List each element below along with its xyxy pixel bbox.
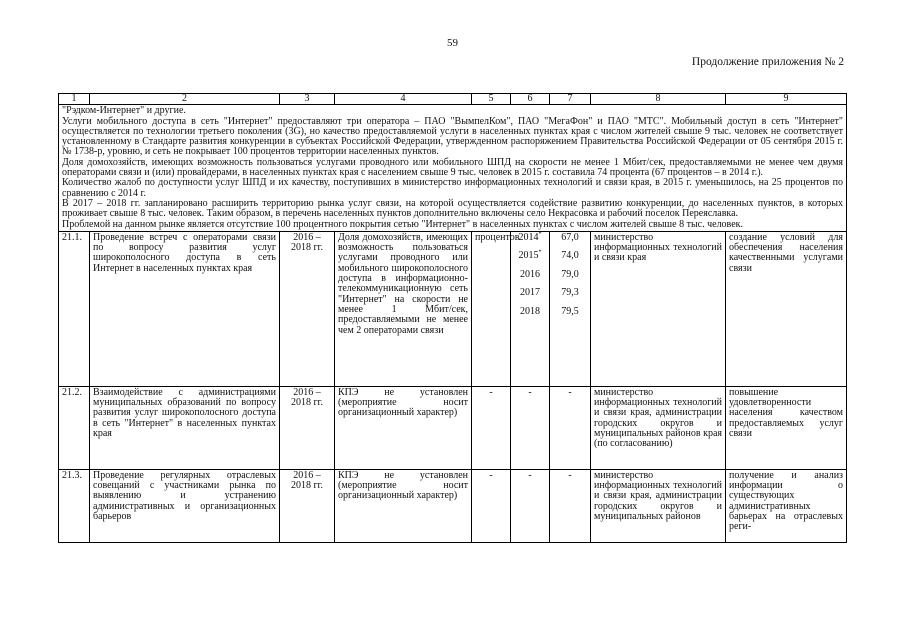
page-number: 59: [447, 37, 458, 49]
column-number: 7: [550, 94, 591, 105]
year-label: 2015: [518, 250, 539, 262]
market-description: [59, 105, 847, 232]
values-cell: -: [550, 469, 591, 542]
indicator-cell: КПЭ не установлен (мероприятие носит организационный характер): [335, 469, 472, 542]
result-cell: создание условий для обеспечения населения качественными услугами связи: [726, 231, 847, 386]
measures-table: [58, 93, 847, 543]
period-cell: 2016 – 2018 гг.: [280, 231, 335, 386]
responsible-cell: министерство информационных технологий и связи края, администрации городских округов и муниципальных районов края (по согласованию): [591, 386, 726, 469]
table-row: [59, 386, 847, 469]
column-number: 8: [591, 94, 726, 105]
paragraph: Доля домохозяйств, имеющих возможность пользоваться услугами проводного или мобильного ШПД на скорости не менее 1 Мбит/сек, предоставляемыми не менее чем двумя операторами связи и (или) провайдерами, в населенных пунктах края с населением свыше 9 тыс. человек в 2015 г. составила 74 процента (67 процентов – в 2014 г.).: [62, 156, 843, 179]
year-label: 2018: [520, 305, 540, 317]
years-cell: -: [511, 469, 550, 542]
row-number: 21.1.: [59, 231, 90, 386]
action-cell: Взаимодействие с администрациями муниципальных образований по вопросу развития услуг широкополосного доступа в сеть "Интернет" в населенных пунктах края: [90, 386, 280, 469]
period-cell: 2016 – 2018 гг.: [280, 386, 335, 469]
value-label: 79,0: [561, 268, 579, 280]
year-label: 2017: [520, 287, 540, 299]
result-cell: повышение удовлетворенности населения качеством предоставляемых услуг связи: [726, 386, 847, 469]
value-label: 79,3: [561, 287, 579, 299]
years-cell: -: [511, 386, 550, 469]
table-row: [59, 469, 847, 542]
column-number: 4: [335, 94, 472, 105]
years-cell: [511, 231, 550, 386]
paragraph: "Рэдком-Интернет" и другие.: [62, 105, 186, 117]
values-cell: [550, 231, 591, 386]
column-number: 2: [90, 94, 280, 105]
values-cell: -: [550, 386, 591, 469]
footnote-mark: *: [538, 250, 542, 257]
row-number: 21.2.: [59, 386, 90, 469]
unit-cell: процентов: [472, 231, 511, 386]
unit-cell: -: [472, 386, 511, 469]
row-number: 21.3.: [59, 469, 90, 542]
responsible-cell: министерство информационных технологий и связи края, администрации городских округов и муниципальных районов: [591, 469, 726, 542]
year-label: 2016: [520, 268, 540, 280]
footnote-mark: *: [538, 231, 542, 238]
value-label: 67,0: [561, 231, 579, 243]
table-row: [59, 231, 847, 386]
column-number: 9: [726, 94, 847, 105]
column-number: 1: [59, 94, 90, 105]
action-cell: Проведение регулярных отраслевых совещаний с участниками рынка по выявлению и устранению административных и организационных барьеров: [90, 469, 280, 542]
market-description-row: [59, 105, 847, 232]
paragraph: В 2017 – 2018 гг. запланировано расширить территорию рынка услуг связи, на которой осуществляется содействие развитию конкуренции, до населенных пунктов, в которых проживает свыше 8 тыс. человек. Таким образом, в перечень населенных пунктов дополнительно включены село Некрасовка и рабочий поселок Переяславка.: [62, 197, 843, 220]
paragraph: Проблемой на данном рынке является отсутствие 100 процентного покрытия сетью "Интернет" в населенных пунктах с числом жителей свыше 8 тыс. человек.: [62, 218, 744, 230]
unit-cell: -: [472, 469, 511, 542]
indicator-cell: Доля домохозяйств, имеющих возможность пользоваться услугами проводного или мобильного широкополосного доступа в информационно-телекоммуникационную сеть "Интернет" на скорости не менее 1 Мбит/сек, предоставляемыми не менее чем 2 операторами связи: [335, 231, 472, 386]
column-number: 3: [280, 94, 335, 105]
column-number: 6: [511, 94, 550, 105]
year-entry: [514, 251, 546, 270]
responsible-cell: министерство информационных технологий и связи края: [591, 231, 726, 386]
paragraph: Услуги мобильного доступа в сеть "Интернет" предоставляют три оператора – ПАО "ВымпелКом", ПАО "МегаФон" и ПАО "МТС". Мобильный доступ в сеть "Интернет" осуществляется по технологии третьего поколения (3G), но качество предоставляемой услуги в населенных пунктах края с числом жителей свыше 9 тыс. человек не соответствует установленному в Стандарте развития конкуренции в субъектах Российской Федерации, утвержденном распоряжением Правительства Российской Федерации от 05 сентября 2015 г. № 1738-р, уровню, и сеть не покрывает 100 процентов территории населенных пунктов.: [62, 115, 843, 158]
table-header-row: [59, 94, 847, 105]
action-cell: Проведение встреч с операторами связи по вопросу развития услуг широкополосного доступа в сеть Интернет в населенных пунктах края: [90, 231, 280, 386]
indicator-cell: КПЭ не установлен (мероприятие носит организационный характер): [335, 386, 472, 469]
year-entry: [514, 233, 546, 252]
year-label: 2014: [518, 231, 539, 243]
continuation-note: Продолжение приложения № 2: [691, 56, 844, 68]
column-number: 5: [472, 94, 511, 105]
value-label: 79,5: [561, 305, 579, 317]
result-cell: получение и анализ информации о существующих административных барьерах на отраслевых реги-: [726, 469, 847, 542]
paragraph: Количество жалоб по доступности услуг ШПД и их качеству, поступивших в министерство информационных технологий и связи края, в 2015 г. уменьшилось, на 25 процентов по сравнению с 2014 г.: [62, 177, 843, 199]
value-label: 74,0: [561, 250, 579, 262]
period-cell: 2016 – 2018 гг.: [280, 469, 335, 542]
